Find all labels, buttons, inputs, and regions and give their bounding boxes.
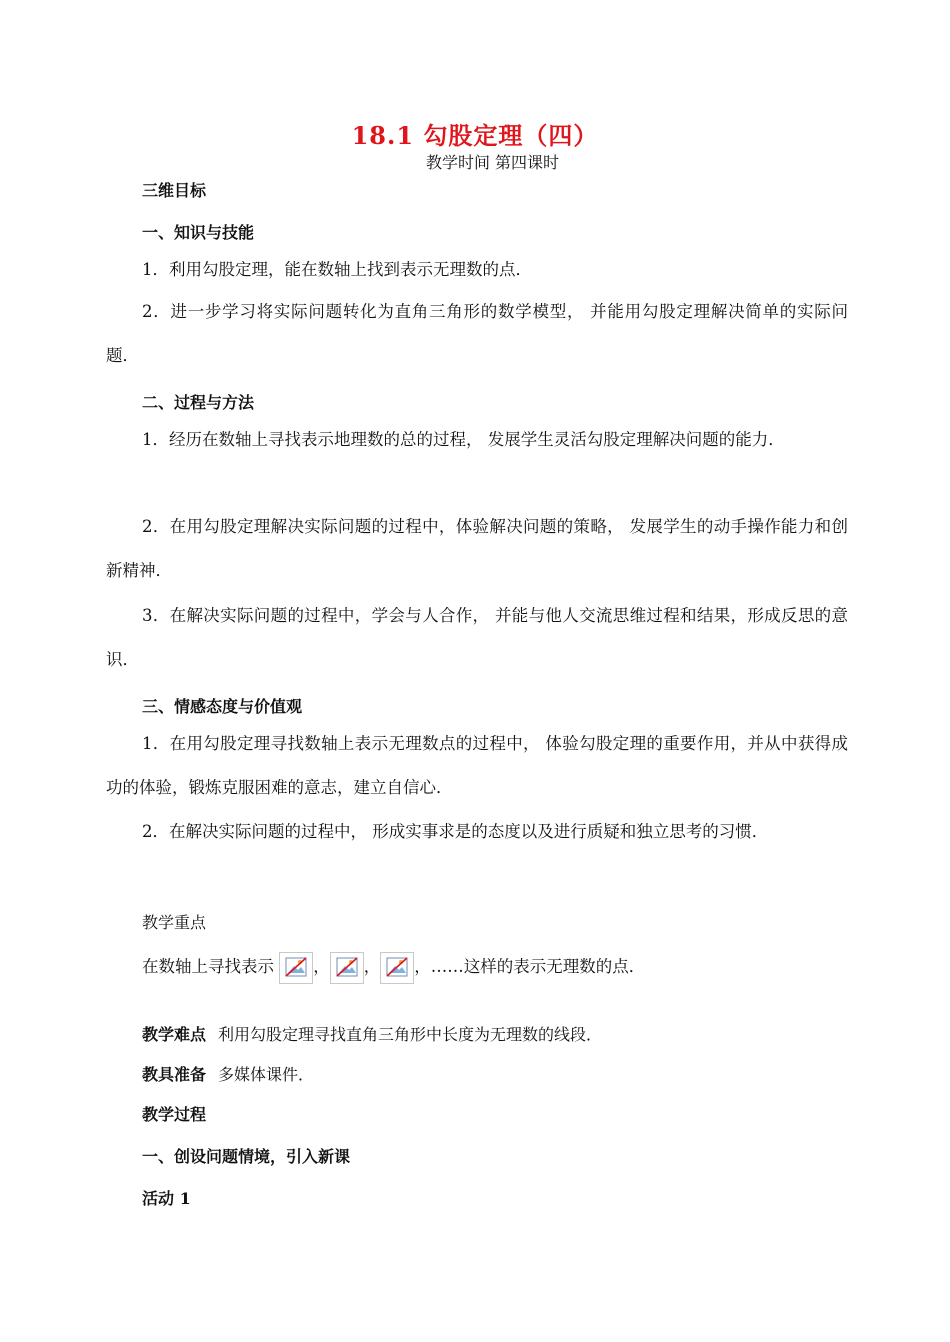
key-point-line: [142, 952, 645, 984]
section-heading: 三、情感态度与价值观: [142, 697, 303, 716]
page-title: 18.1 勾股定理（四）: [351, 121, 599, 150]
section-heading: 一、知识与技能: [142, 223, 255, 242]
tools-label: 教具准备: [142, 1065, 207, 1084]
paragraph: 1．经历在数轴上寻找表示地理数的总的过程， 发展学生灵活勾股定理解决问题的能力．: [142, 430, 785, 449]
difficulty-label: 教学难点: [142, 1025, 207, 1044]
paragraph: 1．利用勾股定理，能在数轴上找到表示无理数的点．: [142, 260, 532, 279]
paragraph: 3．在解决实际问题的过程中，学会与人合作， 并能与他人交流思维过程和结果，形成反思的意识．: [106, 606, 848, 669]
separator: ，: [313, 957, 330, 976]
process-subheading: 一、创设问题情境，引入新课: [142, 1147, 351, 1166]
paragraph: 1．在用勾股定理寻找数轴上表示无理数点的过程中， 体验勾股定理的重要作用，并从中获得成功的体验，锻炼克服困难的意志，建立自信心．: [106, 734, 848, 797]
page-subtitle: 教学时间 第四课时: [425, 153, 560, 172]
difficulty-text: 利用勾股定理寻找直角三角形中长度为无理数的线段．: [218, 1025, 603, 1044]
broken-image-icon: [279, 952, 313, 984]
process-heading: 教学过程: [142, 1105, 207, 1124]
key-point-tail: ……这样的表示无理数的点．: [430, 957, 646, 976]
separator: ，: [414, 957, 431, 976]
broken-image-icon: [330, 952, 364, 984]
tools-line: [142, 1062, 314, 1085]
paragraph: 2．在解决实际问题的过程中， 形成实事求是的态度以及进行质疑和独立思考的习惯．: [142, 822, 769, 841]
activity-heading: 活动 1: [142, 1189, 191, 1208]
section-heading: 二、过程与方法: [142, 393, 255, 412]
paragraph: 2．在用勾股定理解决实际问题的过程中，体验解决问题的策略， 发展学生的动手操作能力和创新精神．: [106, 517, 848, 580]
key-point-text: 在数轴上寻找表示: [142, 957, 274, 976]
tools-text: 多媒体课件．: [218, 1065, 315, 1084]
separator: ，: [363, 957, 381, 976]
broken-image-icon: [380, 952, 414, 984]
goals-heading: 三维目标: [142, 181, 207, 200]
key-point-heading: 教学重点: [142, 913, 207, 932]
difficulty-line: [142, 1022, 602, 1045]
paragraph: 2．进一步学习将实际问题转化为直角三角形的数学模型， 并能用勾股定理解决简单的实际问题．: [106, 302, 848, 365]
